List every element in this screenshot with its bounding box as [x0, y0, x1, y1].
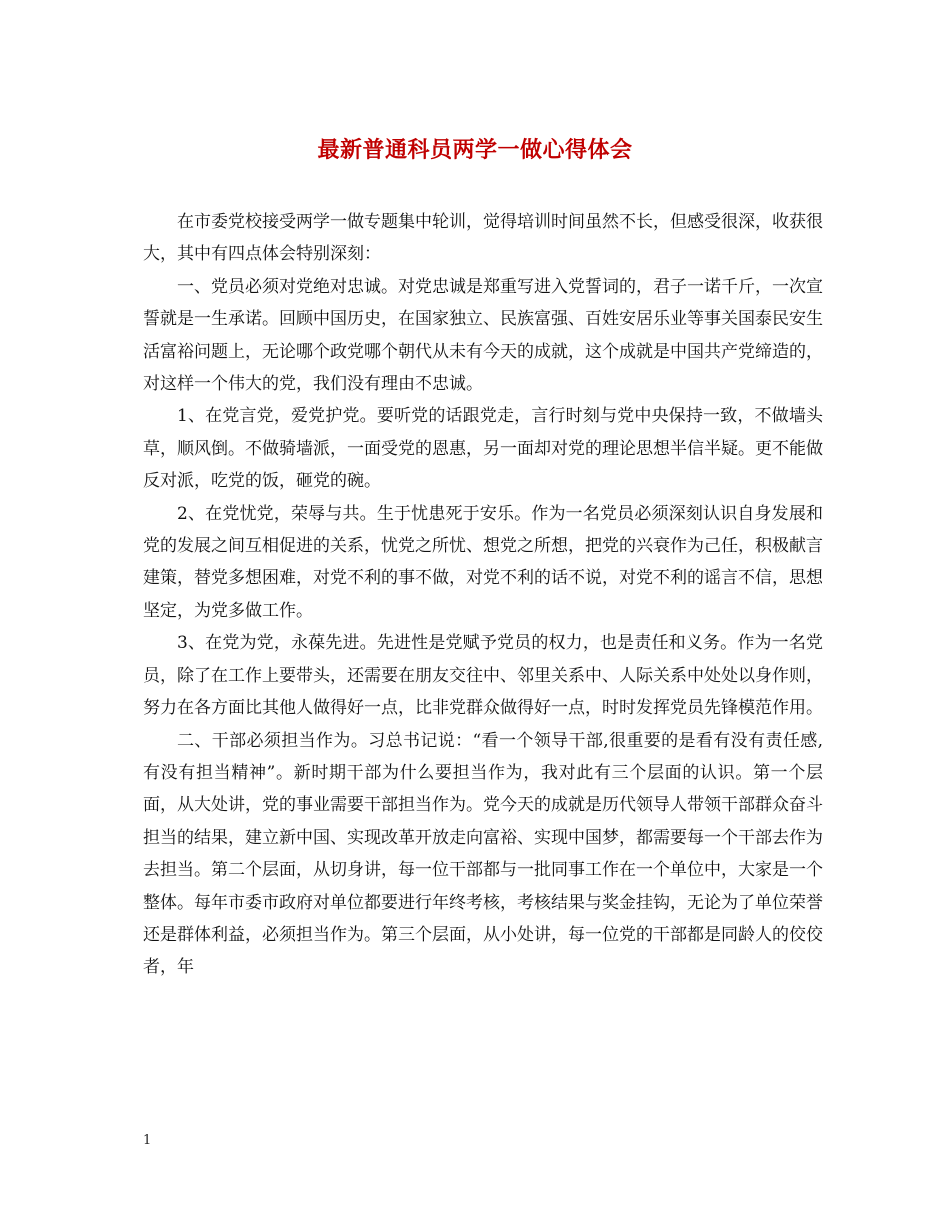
page-title: 最新普通科员两学一做心得体会: [317, 137, 633, 163]
document-body: [143, 206, 823, 984]
paragraph-point-1: 1、在党言党，爱党护党。要听党的话跟党走，言行时刻与党中央保持一致，不做墙头草，顺风倒。不做骑墙派，一面受党的恩惠，另一面却对党的理论思想半信半疑。更不能做反对派，吃党的饭，砸党的碗。: [143, 406, 823, 492]
paragraph-point-2: 2、在党忧党，荣辱与共。生于忧患死于安乐。作为一名党员必须深刻认识自身发展和党的发展之间互相促进的关系，忧党之所忧、想党之所想，把党的兴衰作为己任，积极献言建策，替党多想困难，对党不利的事不做，对党不利的话不说，对党不利的谣言不信，思想坚定，为党多做工作。: [143, 503, 823, 621]
paragraph-loyalty: 一、党员必须对党绝对忠诚。对党忠诚是郑重写进入党誓词的，君子一诺千斤，一次宣誓就是一生承诺。回顾中国历史，在国家独立、民族富强、百姓安居乐业等事关国泰民安生活富裕问题上，无论哪个政党哪个朝代从未有今天的成就，这个成就是中国共产党缔造的，对这样一个伟大的党，我们没有理由不忠诚。: [143, 276, 823, 395]
page-number: 1: [143, 1133, 152, 1148]
paragraph-point-3: 3、在党为党，永葆先进。先进性是党赋予党员的权力，也是责任和义务。作为一名党员，除了在工作上要带头，还需要在朋友交往中、邻里关系中、人际关系中处处以身作则，努力在各方面比其他人做得好一点，比非党群众做得好一点，时时发挥党员先锋模范作用。: [143, 633, 823, 719]
paragraph-responsibility: 二、干部必须担当作为。习总书记说：“看一个领导干部,很重要的是看有没有责任感,有没有担当精神”。新时期干部为什么要担当作为，我对此有三个层面的认识。第一个层面，从大处讲，党的事业需要干部担当作为。党今天的成就是历代领导人带领干部群众奋斗担当的结果，建立新中国、实现改革开放走向富裕、实现中国梦，都需要每一个干部去作为去担当。第二个层面，从切身讲，每一位干部都与一批同事工作在一个单位中，大家是一个整体。每年市委市政府对单位都要进行年终考核，考核结果与奖金挂钩，无论为了单位荣誉还是群体利益，必须担当作为。第三个层面，从小处讲，每一位党的干部都是同龄人的佼佼者，年: [143, 730, 823, 978]
paragraph-intro: 在市委党校接受两学一做专题集中轮训，觉得培训时间虽然不长，但感受很深，收获很大，其中有四点体会特别深刻：: [143, 212, 823, 265]
